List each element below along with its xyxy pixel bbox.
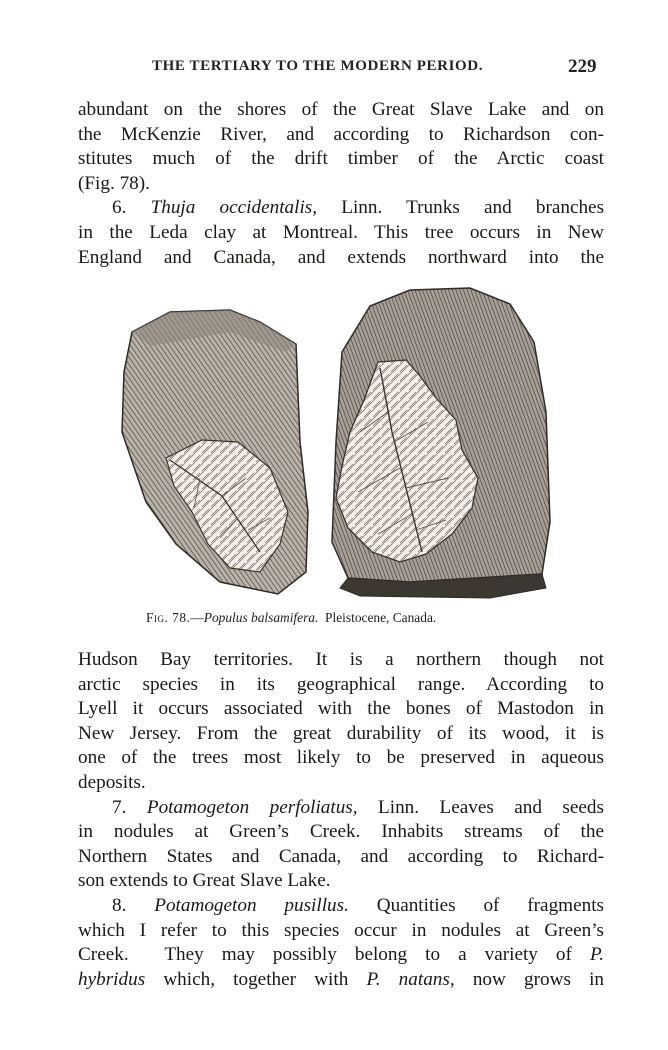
item-7-first-line xyxy=(78,796,604,821)
species-name: Thuja occidentalis, xyxy=(150,197,318,219)
caption-rest: Pleistocene, Canada. xyxy=(318,610,437,625)
text-line: in the Leda clay at Montreal. This tree occurs in New xyxy=(78,221,604,243)
text-line: Northern States and Canada, and according to Richard- xyxy=(78,845,604,867)
item-number: 6. xyxy=(112,197,127,219)
item-8-fourth-line xyxy=(78,968,604,993)
text-segment: Linn. Leaves and seeds xyxy=(378,796,604,818)
bottom-text-block xyxy=(78,648,604,992)
item-8-third-line xyxy=(78,943,604,968)
item-8-first-line xyxy=(78,894,604,919)
caption-dash: — xyxy=(190,610,204,625)
text-line: (Fig. 78). xyxy=(78,172,150,194)
text-line: Lyell it occurs associated with the bones of Mastodon in xyxy=(78,698,604,720)
text-line: one of the trees most likely to be preserved in aqueous xyxy=(78,747,604,769)
text-line: New Jersey. From the great durability of its wood, it is xyxy=(78,722,604,744)
text-segment: Quantities of fragments xyxy=(376,894,605,916)
caption-label: Fig. 78. xyxy=(146,610,191,625)
text-line: which I refer to this species occur in nodules at Green’s xyxy=(78,919,604,941)
text-line: the McKenzie River, and according to Richardson con- xyxy=(78,123,604,145)
text-line: England and Canada, and extends northward into the xyxy=(78,246,604,268)
text-line: arctic species in its geographical range. According to xyxy=(78,673,604,695)
figure-caption xyxy=(146,610,566,626)
text-line: stitutes much of the drift timber of the Arctic coast xyxy=(78,148,604,170)
text-segment: Linn. Trunks and branches xyxy=(341,197,605,219)
text-line: abundant on the shores of the Great Slave Lake and on xyxy=(78,99,604,120)
running-head: THE TERTIARY TO THE MODERN PERIOD. xyxy=(152,58,484,74)
fossil-leaf-illustration xyxy=(110,282,560,600)
text-line: son extends to Great Slave Lake. xyxy=(78,870,331,892)
species-epithet: hybridus xyxy=(78,968,146,990)
text-line: Hudson Bay territories. It is a northern though not xyxy=(78,649,604,670)
text-segment: which, together with xyxy=(145,968,367,990)
page-number: 229 xyxy=(568,56,597,77)
text-segment: now grows in xyxy=(454,968,605,990)
species-name: Potamogeton pusillus. xyxy=(154,894,349,916)
left-stone-slab xyxy=(122,310,308,594)
top-text-block xyxy=(78,98,604,270)
item-6-first-line xyxy=(78,196,604,221)
species-name: P. natans, xyxy=(366,968,455,990)
species-abbrev: P. xyxy=(589,944,604,966)
text-line: in nodules at Green’s Creek. Inhabits streams of the xyxy=(78,821,604,843)
text-line: deposits. xyxy=(78,771,146,793)
item-number: 7. xyxy=(112,796,127,818)
item-number: 8. xyxy=(112,894,127,916)
caption-species: Populus balsamifera. xyxy=(203,610,319,625)
right-stone-slab xyxy=(332,288,550,598)
text-segment: Creek. They may possibly belong to a variety of xyxy=(78,944,590,966)
species-name: Potamogeton perfoliatus, xyxy=(146,796,358,818)
